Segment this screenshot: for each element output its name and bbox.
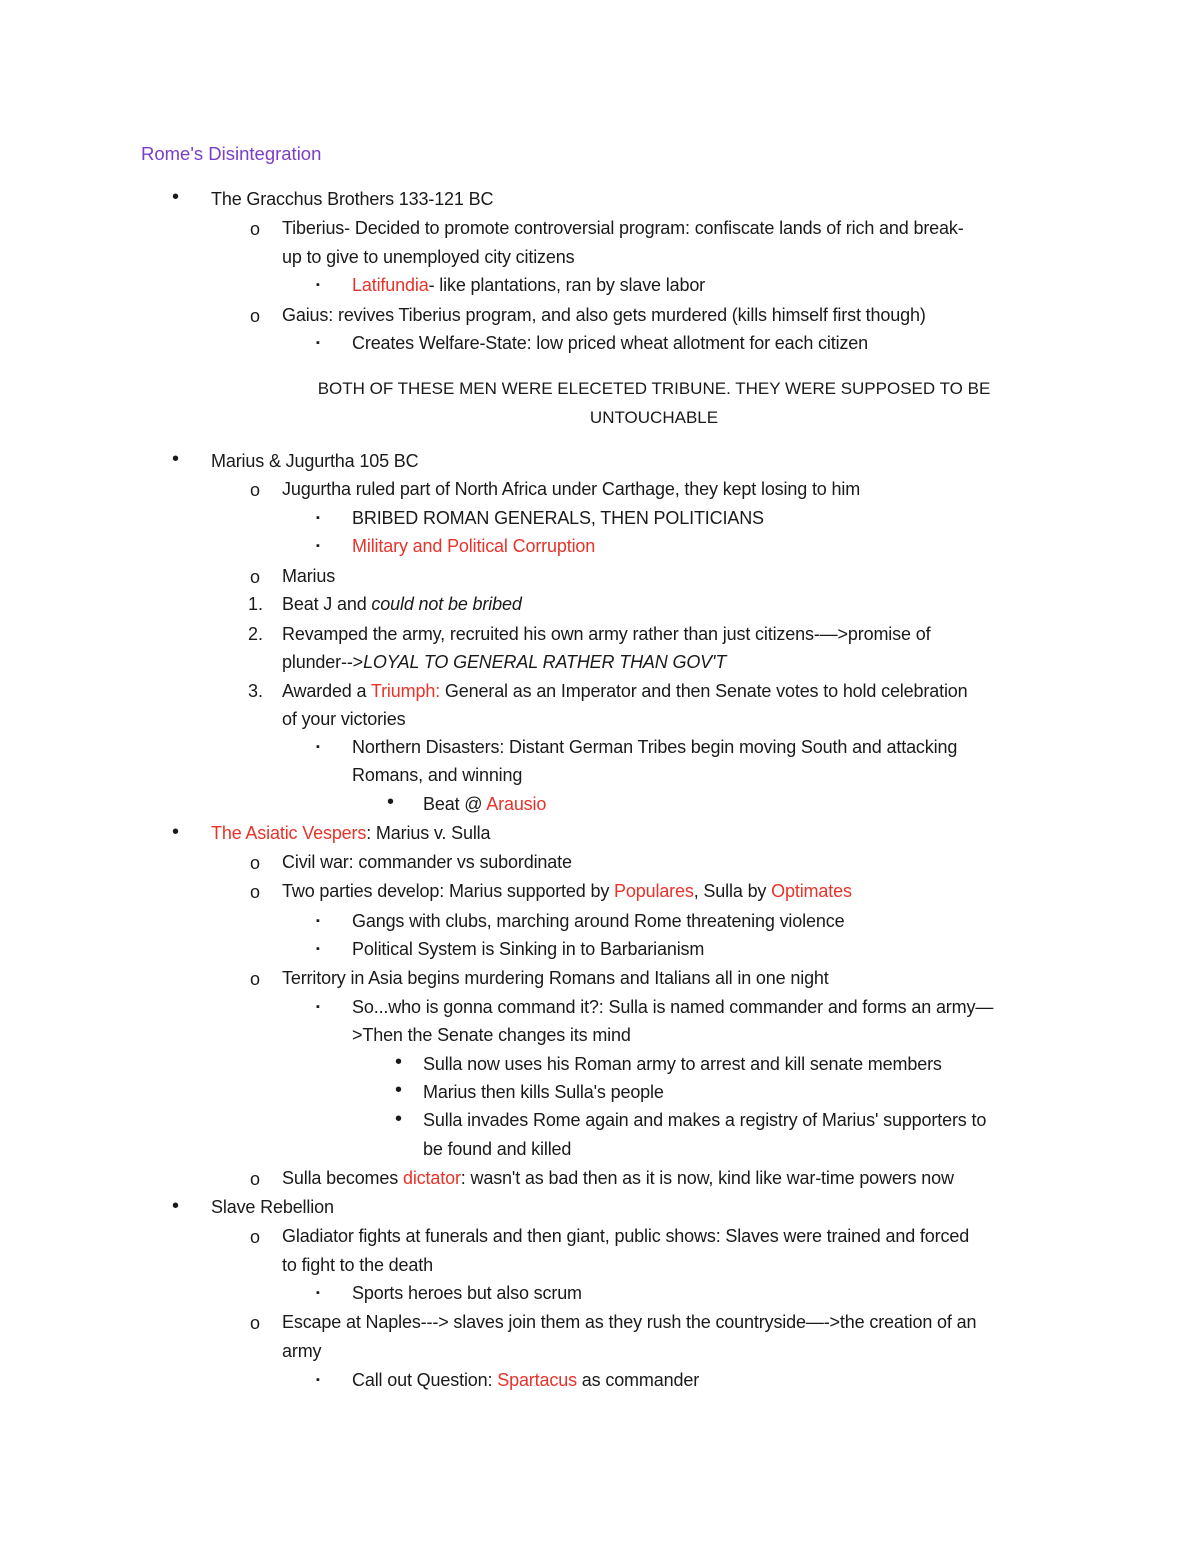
- square-marker: ▪: [316, 1001, 320, 1013]
- square-marker: ▪: [316, 540, 320, 552]
- northern-line-2: Romans, and winning: [352, 765, 523, 785]
- square-marker: ▪: [316, 943, 320, 955]
- sub-marker: o: [250, 969, 261, 989]
- parties-text: Two parties develop: Marius supported by: [282, 881, 615, 901]
- number-marker: 3.: [248, 681, 264, 701]
- dictator-text: Sulla becomes: [282, 1168, 403, 1188]
- northern-line-1: Northern Disasters: Distant German Tribes begin moving South and attacking: [352, 737, 958, 757]
- populares-term: Populares: [614, 881, 694, 901]
- asiatic-heading: [211, 819, 490, 848]
- callout-line: [352, 1366, 699, 1395]
- spartacus-term: Spartacus: [497, 1370, 577, 1390]
- bullet-marker: •: [395, 1108, 403, 1130]
- square-marker: ▪: [316, 1287, 320, 1299]
- political-line: Political System is Sinking in to Barbarianism: [352, 939, 705, 959]
- arausio-line: [423, 790, 546, 819]
- item3-desc: General as an Imperator and then Senate votes to hold celebration: [440, 681, 968, 701]
- item1-text: Beat J and: [282, 594, 372, 614]
- asiatic-term: The Asiatic Vespers: [211, 823, 367, 843]
- page-title: Rome's Disintegration: [141, 143, 322, 164]
- square-marker: ▪: [316, 1374, 320, 1386]
- triumph-term: Triumph:: [370, 681, 441, 701]
- gladiator-line-2: to fight to the death: [282, 1255, 433, 1275]
- sub-marker: o: [250, 1313, 261, 1333]
- latifundia-line: [352, 271, 705, 300]
- latifundia-desc: - like plantations, ran by slave labor: [428, 275, 706, 295]
- territory-line: Territory in Asia begins murdering Romans and Italians all in one night: [282, 968, 829, 988]
- beat-text: Beat @: [423, 794, 487, 814]
- sub-marker: o: [250, 882, 261, 902]
- square-marker: ▪: [316, 741, 320, 753]
- sub-marker: o: [250, 853, 261, 873]
- item2-text: plunder-->: [282, 652, 364, 672]
- gladiator-line-1: Gladiator fights at funerals and then giant, public shows: Slaves were trained and forced: [282, 1226, 970, 1246]
- bullet-marker: •: [172, 821, 180, 843]
- sports-line: Sports heroes but also scrum: [352, 1283, 582, 1303]
- dictator-line: [282, 1164, 954, 1193]
- sulla-arrest-line: Sulla now uses his Roman army to arrest and kill senate members: [423, 1054, 942, 1074]
- escape-line-1: Escape at Naples---> slaves join them as they rush the countryside—->the creation of an: [282, 1312, 977, 1332]
- welfare-line: Creates Welfare-State: low priced wheat allotment for each citizen: [352, 333, 869, 353]
- sub-marker: o: [250, 306, 261, 326]
- marius-item-3-line-2: of your victories: [282, 709, 406, 729]
- latifundia-term: Latifundia: [352, 275, 429, 295]
- sub-marker: o: [250, 480, 261, 500]
- tiberius-line-2: up to give to unemployed city citizens: [282, 247, 575, 267]
- corruption-line: Military and Political Corruption: [352, 536, 596, 556]
- sub-marker: o: [250, 567, 261, 587]
- square-marker: ▪: [316, 337, 320, 349]
- slave-heading: Slave Rebellion: [211, 1197, 334, 1217]
- item2-italic: LOYAL TO GENERAL RATHER THAN GOV'T: [363, 652, 727, 672]
- marius-item-2-line-2: [282, 648, 726, 677]
- marius-kills-line: Marius then kills Sulla's people: [423, 1082, 664, 1102]
- optimates-term: Optimates: [771, 881, 852, 901]
- square-marker: ▪: [316, 512, 320, 524]
- square-marker: ▪: [316, 915, 320, 927]
- sulla-invades-line-1: Sulla invades Rome again and makes a registry of Marius' supporters to: [423, 1110, 987, 1130]
- civil-war-line: Civil war: commander vs subordinate: [282, 852, 572, 872]
- sub-marker: o: [250, 1227, 261, 1247]
- gangs-line: Gangs with clubs, marching around Rome threatening violence: [352, 911, 845, 931]
- item3-text: Awarded a: [282, 681, 371, 701]
- bullet-marker: •: [172, 1195, 180, 1217]
- square-marker: ▪: [316, 279, 320, 291]
- bullet-marker: •: [395, 1079, 403, 1101]
- marius-jugurtha-heading: Marius & Jugurtha 105 BC: [211, 451, 419, 471]
- gracchus-heading: The Gracchus Brothers 133-121 BC: [211, 189, 494, 209]
- callout-desc: as commander: [576, 1370, 700, 1390]
- sub-marker: o: [250, 1169, 261, 1189]
- command-line-2: >Then the Senate changes its mind: [352, 1025, 631, 1045]
- escape-line-2: army: [282, 1341, 322, 1361]
- tribune-note-line-1: BOTH OF THESE MEN WERE ELECETED TRIBUNE. THEY WERE SUPPOSED TO BE: [317, 379, 991, 398]
- tiberius-line-1: Tiberius- Decided to promote controversial program: confiscate lands of rich and break-: [282, 218, 964, 238]
- marius-line: Marius: [282, 566, 336, 586]
- bullet-marker: •: [172, 186, 180, 208]
- jugurtha-line: Jugurtha ruled part of North Africa under Carthage, they kept losing to him: [282, 479, 861, 499]
- gaius-line: Gaius: revives Tiberius program, and also gets murdered (kills himself first though): [282, 305, 926, 325]
- arausio-term: Arausio: [486, 794, 547, 814]
- bullet-marker: •: [395, 1051, 403, 1073]
- sulla-invades-line-2: be found and killed: [423, 1139, 572, 1159]
- bribed-line: BRIBED ROMAN GENERALS, THEN POLITICIANS: [352, 508, 764, 528]
- dictator-desc: : wasn't as bad then as it is now, kind like war-time powers now: [460, 1168, 954, 1188]
- bullet-marker: •: [387, 791, 395, 813]
- bullet-marker: •: [172, 448, 180, 470]
- item1-italic: could not be bribed: [371, 594, 522, 614]
- parties-line: [282, 877, 852, 906]
- command-line-1: So...who is gonna command it?: Sulla is named commander and forms an army—: [352, 997, 994, 1017]
- number-marker: 1.: [248, 594, 264, 614]
- marius-item-3-line-1: [282, 677, 968, 706]
- callout-text: Call out Question:: [352, 1370, 498, 1390]
- parties-text-2: , Sulla by: [693, 881, 772, 901]
- marius-item-1: [282, 590, 522, 619]
- number-marker: 2.: [248, 624, 264, 644]
- asiatic-rest: : Marius v. Sulla: [366, 823, 491, 843]
- sub-marker: o: [250, 219, 261, 239]
- tribune-note-line-2: UNTOUCHABLE: [589, 408, 719, 427]
- dictator-term: dictator: [402, 1168, 461, 1188]
- marius-item-2-line-1: Revamped the army, recruited his own army rather than just citizens-—>promise of: [282, 624, 931, 644]
